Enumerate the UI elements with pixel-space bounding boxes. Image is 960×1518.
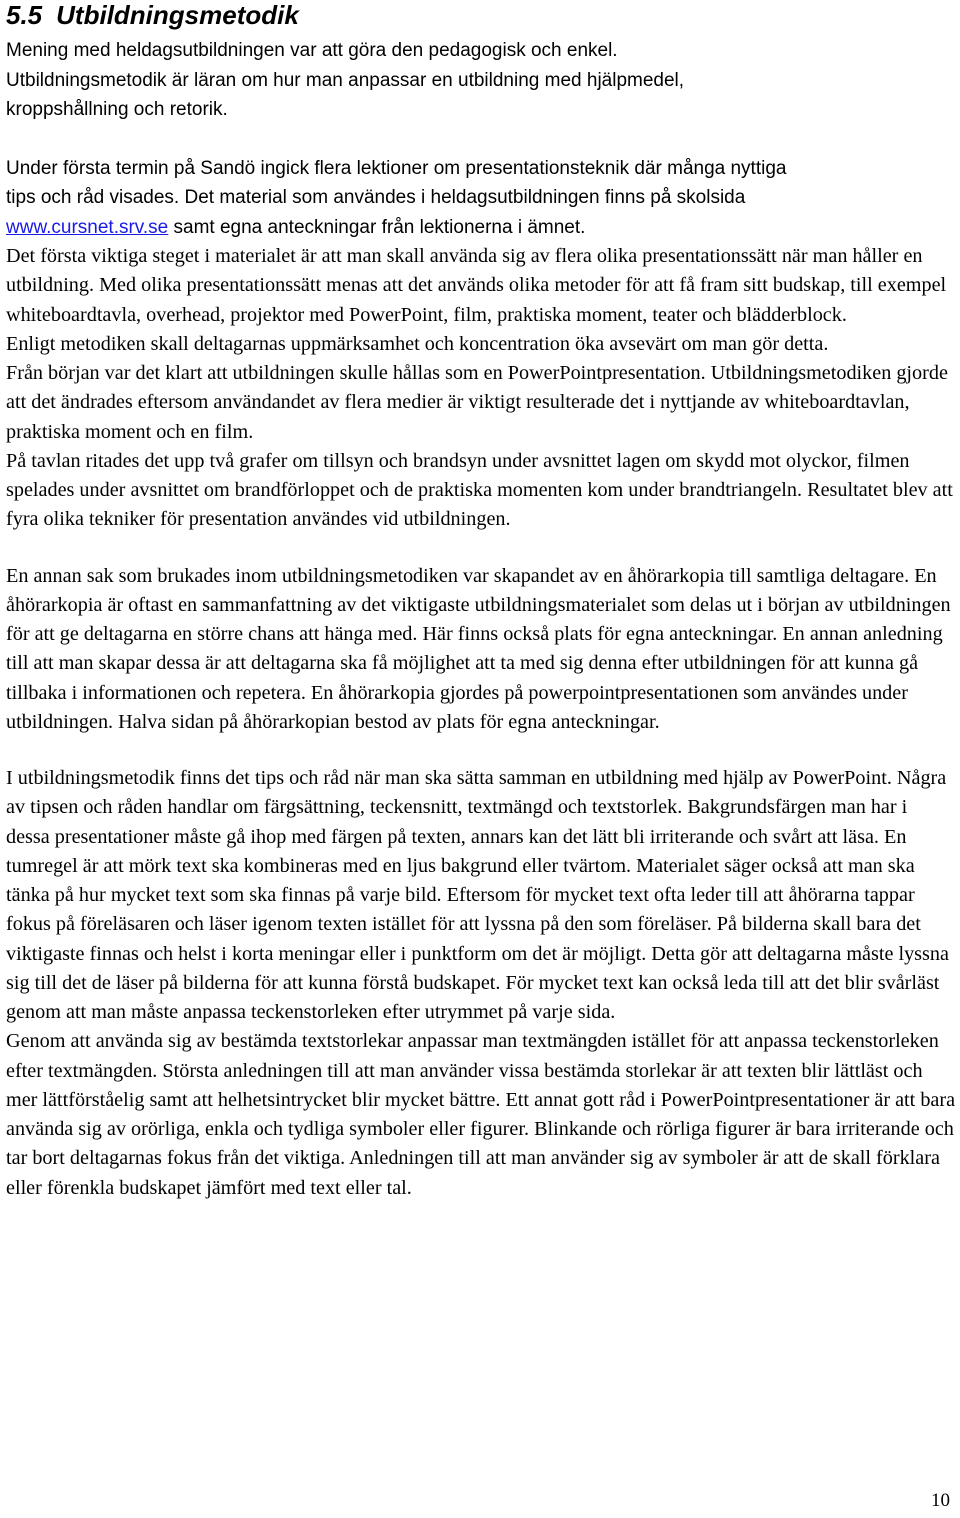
intro-line: Mening med heldagsutbildningen var att göra den pedagogisk och enkel. <box>6 40 618 61</box>
material-paragraph <box>6 154 956 243</box>
section-number: 5.5 <box>6 0 43 30</box>
material-line: Under första termin på Sandö ingick flera lektioner om presentationsteknik där många nyttiga <box>6 157 787 179</box>
section-title: Utbildningsmetodik <box>56 0 299 30</box>
material-line <box>6 213 956 243</box>
paragraph-whiteboard: På tavlan ritades det upp två grafer om tillsyn och brandsyn under avsnittet lagen om skydd mot olyckor, filmen spelades under avsnittet om brandförloppet och de praktiska momenten kom under brandtriangeln. Resultatet blev att fyra olika tekniker för presentation användes vid utbildningen. <box>6 449 953 531</box>
school-website-link[interactable]: www.cursnet.srv.se <box>6 216 169 238</box>
intro-line: Utbildningsmetodik är läran om hur man anpassar en utbildning med hjälpmedel, <box>6 69 685 91</box>
intro-paragraph <box>6 36 956 125</box>
page-number: 10 <box>931 1490 950 1511</box>
paragraph-handout: En annan sak som brukades inom utbildningsmetodiken var skapandet av en åhörarkopia till samtliga deltagare. En åhörarkopia är oftast en sammanfattning av det viktigaste utbildningsmaterialet som delas ut i början av utbildningen för att ge deltagarna en större chans att hänga med. Här finns också plats för egna anteckningar. En annan anledning till att man skapar dessa är att deltagarna ska få möjlighet att ta med sig denna efter utbildningen för att kunna gå tillbaka i informationen och repetera. En åhörarkopia gjordes på powerpointpresentationen som användes under utbildningen. Halva sidan på åhörarkopian bestod av plats för egna anteckningar. <box>6 564 951 733</box>
section-heading <box>6 0 956 30</box>
paragraph-attention: Enligt metodiken skall deltagarnas uppmärksamhet och koncentration öka avsevärt om man gör detta. <box>6 332 829 355</box>
material-line: tips och råd visades. Det material som användes i heldagsutbildningen finns på skolsida <box>6 187 746 208</box>
paragraph-spacer <box>6 125 956 154</box>
intro-line: kroppshållning och retorik. <box>6 99 228 120</box>
document-page <box>6 0 956 1203</box>
paragraph-powerpoint-start: Från början var det klart att utbildningen skulle hållas som en PowerPointpresentation. Utbildningsmetodiken gjorde att det ändrades eftersom användandet av flera medier är viktigt resulterade det i nyttjande av whiteboardtavlan, praktiska moment och en film. <box>6 362 948 443</box>
body-text <box>6 242 956 1203</box>
material-line-end: samt egna anteckningar från lektionerna i ämnet. <box>168 216 586 238</box>
paragraph-presentation-methods: Det första viktiga steget i materialet är att man skall använda sig av flera olika presentationssätt när man håller en utbildning. Med olika presentationssätt menas att det används olika metoder för att få fram sitt budskap, till exempel whiteboardtavla, overhead, projektor med PowerPoint, film, praktiska moment, teater och blädderblock. <box>6 245 947 326</box>
paragraph-spacer <box>6 737 956 764</box>
paragraph-spacer <box>6 535 956 562</box>
paragraph-powerpoint-tips: I utbildningsmetodik finns det tips och råd när man ska sätta samman en utbildning med hjälp av PowerPoint. Några av tipsen och råden handlar om färgsättning, teckensnitt, textmängd och textstorlek. Bakgrundsfärgen man har i dessa presentationer måste gå ihop med färgen på texten, annars kan det lätt bli irriterande och svårt att läsa. En tumregel är att mörk text ska kombineras med en ljus bakgrund eller tvärtom. Materialet säger också att man ska tänka på hur mycket text som ska finnas på varje bild. Eftersom för mycket text ofta leder till att åhörarna tappar fokus på föreläsaren och läser igenom texten istället för att lyssna på den som föreläser. På bilderna skall bara det viktigaste finnas och helst i korta meningar eller i punktform om det är möjligt. Detta gör att deltagarna måste lyssna sig till det de läser på bilderna för att kunna förstå budskapet. För mycket text kan också leda till att det blir svårläst genom att man måste anpassa teckenstorleken efter utrymmet på varje sida. <box>6 767 949 1023</box>
paragraph-text-sizes: Genom att använda sig av bestämda textstorlekar anpassar man textmängden istället för att anpassa teckenstorleken efter textmängden. Största anledningen till att man använder vissa bestämda storlekar är att texten blir lättläst och mer lättförståelig samt att helhetsintrycket blir mycket bättre. Ett annat gott råd i PowerPointpresentationer är att bara använda sig av orörliga, enkla och tydliga symboler eller figurer. Blinkande och rörliga figurer är bara irriterande och tar bort deltagarnas fokus från det viktiga. Anledningen till att man använder sig av symboler är att de skall förklara eller förenkla budskapet jämfört med text eller tal. <box>6 1030 956 1199</box>
